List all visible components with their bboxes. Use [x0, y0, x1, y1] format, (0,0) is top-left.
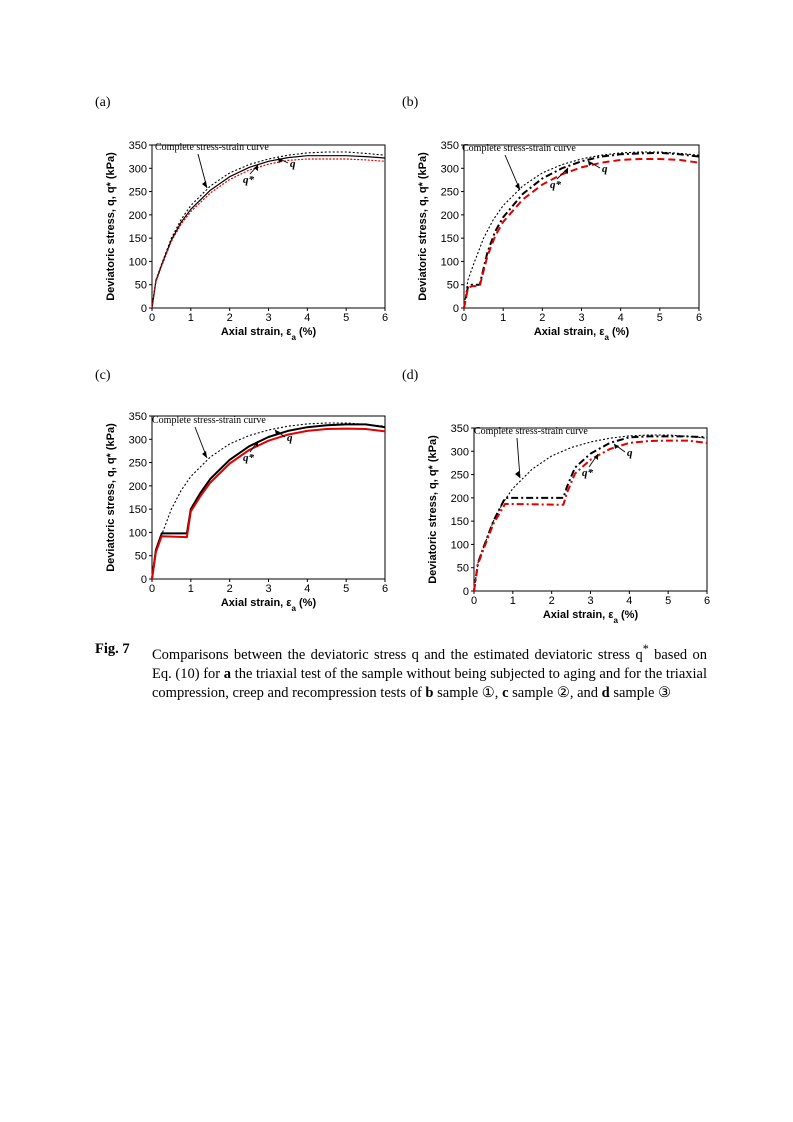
x-tick-label: 4: [304, 583, 311, 595]
x-tick-label: 6: [381, 583, 389, 595]
annotation-q: q: [290, 158, 296, 170]
y-tick-label: 50: [456, 562, 469, 575]
series-q-line: [152, 156, 385, 308]
annotation-complete-curve: Complete stress-strain curve: [462, 143, 576, 154]
x-tick-label: 0: [460, 312, 468, 324]
plot-frame: [464, 145, 699, 308]
figure-caption: [95, 640, 707, 703]
x-tick-label: 2: [226, 312, 233, 324]
x-tick-label: 5: [656, 312, 663, 324]
chart-svg: [95, 95, 395, 355]
annotation-q: q: [602, 163, 608, 175]
x-axis-title: Axial strain, $\varepsilon_a$ (%): [542, 609, 639, 625]
x-tick-label: 0: [148, 312, 156, 324]
y-tick-label: 350: [128, 411, 147, 423]
series-complete-line: [152, 423, 385, 579]
series-q-line: [152, 424, 385, 579]
x-tick-label: 5: [343, 312, 350, 324]
series-qstar-line: [152, 429, 385, 579]
y-tick-label: 350: [450, 423, 469, 435]
y-tick-label: 150: [128, 504, 147, 517]
y-tick-label: 200: [128, 209, 147, 222]
x-tick-label: 2: [226, 583, 233, 595]
x-axis-title: Axial strain, $\varepsilon_a$ (%): [220, 326, 317, 342]
panel-label: (d): [402, 368, 419, 383]
y-tick-label: 100: [450, 539, 469, 552]
y-tick-label: 300: [128, 163, 147, 176]
series-complete-line: [474, 435, 707, 591]
y-tick-label: 100: [128, 256, 147, 269]
y-tick-label: 200: [450, 492, 469, 505]
y-tick-label: 50: [134, 550, 147, 563]
annotation-complete-curve: Complete stress-strain curve: [474, 426, 588, 437]
y-tick-label: 100: [128, 527, 147, 540]
x-tick-label: 3: [587, 595, 594, 607]
y-tick-label: 150: [450, 516, 469, 529]
y-tick-label: 200: [440, 209, 459, 222]
plot-frame: [474, 428, 707, 591]
caption-text: Comparisons between the deviatoric stress q and the estimated deviatoric stress q* based on Eq. (10) for a the triaxial test of the sample without being subjected to aging and for the triaxial compression, creep and recompression tests of b sample ①, c sample ②, and d sample ③: [152, 642, 708, 701]
y-axis-title: Deviatoric stress, q, q* (kPa): [105, 423, 117, 572]
annotation-qstar: q*: [243, 452, 254, 464]
x-axis-title: Axial strain, $\varepsilon_a$ (%): [533, 326, 630, 342]
chart-svg: [402, 95, 707, 355]
y-tick-label: 350: [128, 140, 147, 152]
annotation-qstar: q*: [243, 174, 254, 186]
annotation-complete-curve: Complete stress-strain curve: [155, 142, 269, 153]
y-tick-label: 250: [128, 186, 147, 199]
y-tick-label: 50: [446, 279, 459, 292]
y-tick-label: 250: [440, 186, 459, 199]
y-axis-title: Deviatoric stress, q, q* (kPa): [427, 435, 439, 584]
annotation-q: q: [627, 447, 633, 459]
y-tick-label: 300: [450, 446, 469, 459]
caption-label: Fig. 7: [95, 641, 130, 657]
chart-panel-a: [95, 95, 395, 355]
y-tick-label: 300: [128, 434, 147, 447]
panel-label: (b): [402, 95, 419, 110]
y-tick-label: 350: [440, 140, 459, 152]
y-tick-label: 150: [128, 233, 147, 246]
y-tick-label: 0: [452, 303, 459, 315]
x-tick-label: 6: [381, 312, 389, 324]
x-tick-label: 3: [578, 312, 585, 324]
y-tick-label: 0: [462, 586, 469, 598]
plot-frame: [152, 145, 385, 308]
y-tick-label: 50: [134, 279, 147, 292]
x-tick-label: 4: [617, 312, 624, 324]
series-complete-line: [152, 152, 385, 308]
annotation-arrowhead: [614, 444, 619, 449]
x-tick-label: 1: [500, 312, 507, 324]
panel-label: (a): [95, 95, 111, 110]
x-tick-label: 4: [626, 595, 633, 607]
chart-panel-b: [402, 95, 707, 355]
x-tick-label: 0: [148, 583, 156, 595]
y-tick-label: 250: [128, 457, 147, 470]
x-tick-label: 0: [470, 595, 478, 607]
x-tick-label: 5: [343, 583, 350, 595]
y-tick-label: 0: [140, 303, 147, 315]
x-tick-label: 1: [187, 583, 194, 595]
x-axis-title: Axial strain, $\varepsilon_a$ (%): [220, 597, 317, 613]
y-tick-label: 100: [440, 256, 459, 269]
chart-svg: [402, 368, 712, 633]
annotation-qstar: q*: [550, 179, 561, 191]
x-tick-label: 2: [548, 595, 555, 607]
annotation-q: q: [287, 432, 293, 444]
series-qstar-line: [474, 441, 707, 591]
y-tick-label: 0: [140, 574, 147, 586]
chart-svg: [95, 368, 395, 630]
chart-panel-c: [95, 368, 395, 630]
annotation-qstar: q*: [582, 467, 593, 479]
x-tick-label: 6: [703, 595, 711, 607]
annotation-complete-curve: Complete stress-strain curve: [152, 415, 266, 426]
panel-label: (c): [95, 368, 111, 383]
chart-panel-d: [402, 368, 712, 633]
x-tick-label: 4: [304, 312, 311, 324]
y-tick-label: 150: [440, 233, 459, 246]
y-tick-label: 250: [450, 469, 469, 482]
x-tick-label: 1: [187, 312, 194, 324]
x-tick-label: 6: [695, 312, 703, 324]
y-axis-title: Deviatoric stress, q, q* (kPa): [105, 152, 117, 301]
x-tick-label: 3: [265, 583, 272, 595]
y-tick-label: 300: [440, 163, 459, 176]
series-qstar-line: [464, 159, 699, 308]
x-tick-label: 5: [665, 595, 672, 607]
annotation-arrowhead: [202, 181, 207, 188]
x-tick-label: 1: [509, 595, 516, 607]
x-tick-label: 3: [265, 312, 272, 324]
y-tick-label: 200: [128, 480, 147, 493]
y-axis-title: Deviatoric stress, q, q* (kPa): [417, 152, 429, 301]
x-tick-label: 2: [539, 312, 546, 324]
series-qstar-line: [152, 159, 385, 308]
